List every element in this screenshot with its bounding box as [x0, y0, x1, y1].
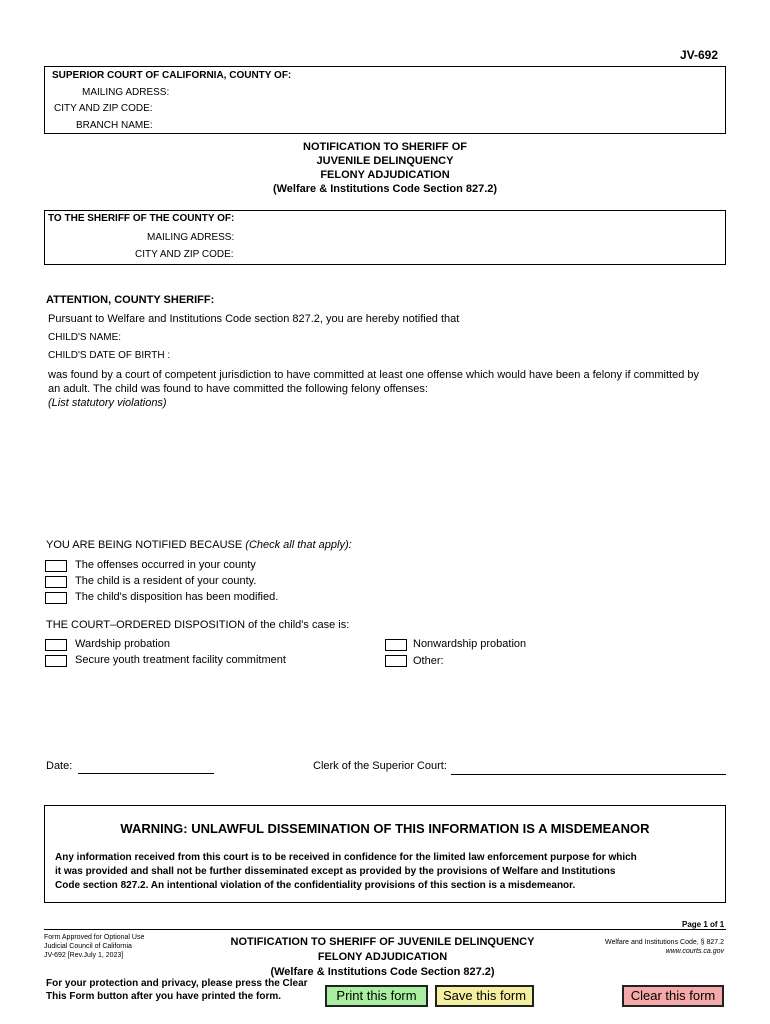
other-label: Other:: [413, 655, 444, 667]
notified-label: YOU ARE BEING NOTIFIED BECAUSE (Check all that apply):: [46, 539, 352, 551]
heading-line-2: JUVENILE DELINQUENCY: [316, 155, 454, 167]
disposition-modified-checkbox[interactable]: [45, 592, 67, 604]
footer-url: www.courts.ca.gov: [665, 948, 724, 955]
attention-intro: Pursuant to Welfare and Institutions Code section 827.2, you are hereby notified that: [48, 313, 460, 325]
heading-line-1: NOTIFICATION TO SHERIFF OF: [303, 141, 467, 153]
nonwardship-probation-label: Nonwardship probation: [413, 638, 527, 650]
sheriff-city-label: CITY AND ZIP CODE:: [135, 249, 234, 260]
footer-title-line-3: (Welfare & Institutions Code Section 827.2): [270, 966, 495, 978]
child-name-label: CHILD'S NAME:: [48, 332, 122, 343]
print-button[interactable]: Print this form: [325, 985, 428, 1007]
other-checkbox[interactable]: [385, 655, 407, 667]
footer-title: [210, 935, 555, 980]
court-info-box: [44, 66, 726, 134]
heading-line-4: (Welfare & Institutions Code Section 827.2): [272, 183, 498, 195]
save-button[interactable]: Save this form: [435, 985, 534, 1007]
court-branch-label: BRANCH NAME:: [76, 120, 153, 131]
date-label: Date:: [46, 760, 73, 772]
approval-line-3: JV-692 [Rev.July 1, 2023]: [44, 952, 124, 959]
clear-button[interactable]: Clear this form: [622, 985, 724, 1007]
sheriff-mailing-label: MAILING ADRESS:: [147, 232, 235, 243]
sheriff-box-title: TO THE SHERIFF OF THE COUNTY OF:: [48, 213, 235, 224]
court-box-title: SUPERIOR COURT OF CALIFORNIA, COUNTY OF:: [52, 70, 292, 81]
clerk-label: Clerk of the Superior Court:: [313, 760, 447, 772]
list-violations-note: (List statutory violations): [48, 397, 167, 409]
form-approval: [44, 933, 144, 960]
wardship-probation-label: Wardship probation: [75, 638, 170, 650]
offenses-county-label: The offenses occurred in your county: [75, 559, 256, 571]
privacy-line-2: This Form button after you have printed the form.: [46, 991, 282, 1002]
footer-code-ref: Welfare and Institutions Code, § 827.2: [605, 939, 724, 946]
form-id: JV-692: [680, 48, 719, 62]
warning-text: [55, 851, 637, 893]
resident-county-checkbox[interactable]: [45, 576, 67, 588]
warning-line-1: Any information received from this court is to be received in confidence for the limited law enforcement purpose for which: [55, 852, 637, 863]
resident-county-label: The child is a resident of your county.: [75, 575, 257, 587]
disposition-modified-label: The child's disposition has been modified.: [75, 591, 279, 603]
form-heading: [44, 140, 726, 196]
approval-line-1: Form Approved for Optional Use: [44, 934, 145, 941]
child-dob-label: CHILD'S DATE OF BIRTH :: [48, 350, 171, 361]
clerk-field[interactable]: [451, 760, 726, 775]
disposition-label: THE COURT–ORDERED DISPOSITION of the child's case is:: [46, 619, 350, 631]
court-city-label: CITY AND ZIP CODE:: [54, 103, 153, 114]
attention-title: ATTENTION, COUNTY SHERIFF:: [46, 294, 215, 306]
warning-line-2: it was provided and shall not be further disseminated except as provided by the provisions of Welfare and Institutions: [55, 866, 616, 877]
warning-box: [44, 805, 726, 903]
found-text-line-2: an adult. The child was found to have committed the following felony offenses:: [48, 383, 428, 395]
found-text-line-1: was found by a court of competent jurisdiction to have committed at least one offense which would have been a felony if committed by: [48, 369, 699, 381]
privacy-note: [46, 977, 308, 1003]
wardship-probation-checkbox[interactable]: [45, 639, 67, 651]
heading-line-3: FELONY ADJUDICATION: [320, 169, 450, 181]
secure-youth-label: Secure youth treatment facility commitment: [75, 654, 286, 666]
court-mailing-label: MAILING ADRESS:: [82, 87, 170, 98]
approval-line-2: Judicial Council of California: [44, 943, 132, 950]
secure-youth-checkbox[interactable]: [45, 655, 67, 667]
warning-title: WARNING: UNLAWFUL DISSEMINATION OF THIS INFORMATION IS A MISDEMEANOR: [120, 821, 650, 836]
footer-code: [605, 938, 724, 956]
page-number: Page 1 of 1: [682, 920, 725, 929]
footer-title-line-2: FELONY ADJUDICATION: [317, 951, 448, 963]
footer-divider: [44, 929, 726, 930]
sheriff-info-box: [44, 210, 726, 265]
privacy-line-1: For your protection and privacy, please press the Clear: [46, 978, 308, 989]
date-field[interactable]: [78, 760, 214, 774]
warning-line-3: Code section 827.2. An intentional violation of the confidentiality provisions of this section is a misdemeanor.: [55, 880, 576, 891]
footer-title-line-1: NOTIFICATION TO SHERIFF OF JUVENILE DELINQUENCY: [230, 936, 535, 948]
offenses-county-checkbox[interactable]: [45, 560, 67, 572]
nonwardship-probation-checkbox[interactable]: [385, 639, 407, 651]
